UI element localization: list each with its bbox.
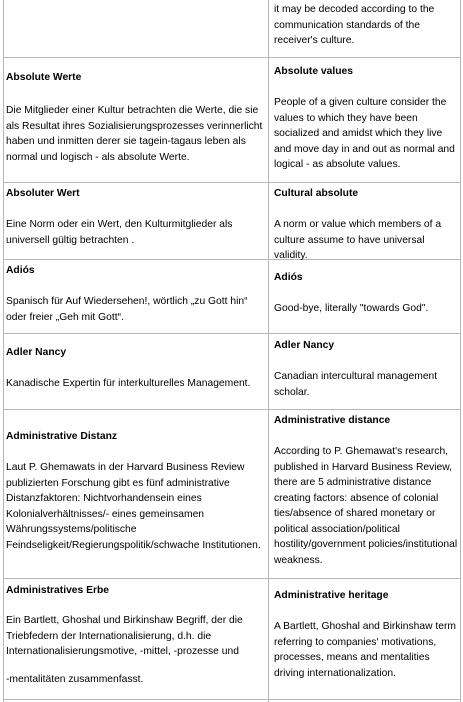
english-definition: Canadian intercultural management scholar. [274,371,438,398]
english-definition: A Bartlett, Ghoshal and Birkinshaw term referring to companies' motivations, processes, means and mentalities driving internationalization. [274,621,456,679]
table-border-right [460,0,461,702]
english-cell [271,334,460,409]
german-definition-continuation: -mentalitäten zusammenfasst. [6,674,144,685]
table-column-divider [268,0,269,702]
english-definition: Good-bye, literally "towards God". [274,303,429,314]
german-term: Administratives Erbe [6,585,110,596]
english-term: Absolute values [274,66,353,77]
german-cell [3,58,267,182]
german-definition: Ein Bartlett, Ghoshal und Birkinshaw Begriff, der die Triebfedern der Internationalisierung, d.h. die Internationalisierungsmotive, -mittel, -prozesse und [6,615,243,657]
english-cell [271,183,460,259]
german-definition: Eine Norm oder ein Wert, den Kulturmitglieder als universell gültig betrachten . [6,219,233,246]
english-definition: A norm or value which members of a culture assume to have universal validity. [274,219,442,261]
english-cell [271,260,460,333]
english-term: Administrative heritage [274,590,389,601]
english-term: Adler Nancy [274,340,335,351]
english-term: Cultural absolute [274,188,359,199]
english-cell [271,410,460,578]
english-definition: According to P. Ghemawat's research, published in Harvard Business Review, there are 5 administrative distance creating factors: absence of colonial ties/absence of shared monetary or political association/political hostility/government policies/institutional weakness. [274,446,458,566]
german-term: Administrative Distanz [6,431,118,442]
german-cell [3,334,267,409]
english-definition: it may be decoded according to the communication standards of the receiver's culture. [274,4,435,46]
german-cell [3,410,267,578]
english-cell [271,0,460,57]
german-definition: Die Mitglieder einer Kultur betrachten die Werte, die sie als Resultat ihres Sozialisierungsprozesses verinnerlicht haben und inmitten derer sie tagein-tagaus leben als normal und logisch - als absolute Werte. [6,105,263,163]
english-cell [271,58,460,182]
english-term: Adiós [274,272,303,283]
german-definition: Laut P. Ghemawats in der Harvard Business Review publizierten Forschung gibt es fünf administrative Distanzfaktoren: Nichtvorhandensein eines Kolonialverhältnisses/- eines gemeinsamen Währungssystems/politische Feindseligkeit/Regierungspolitik/schwache Institutionen. [6,462,261,551]
english-definition: People of a given culture consider the values to which they have been socialized and amidst which they live and move day in and out as normal and logical - as absolute values. [274,97,455,170]
german-definition: Spanisch für Auf Wiedersehen!, wörtlich „zu Gott hin“ oder freier „Geh mit Gott“. [6,296,248,323]
german-definition: Kanadische Expertin für interkulturelles Management. [6,378,251,389]
english-term: Administrative distance [274,415,391,426]
german-term: Absolute Werte [6,72,82,83]
german-cell [3,579,267,699]
german-term: Adiós [6,265,35,276]
german-cell [3,260,267,333]
german-term: Absoluter Wert [6,188,80,199]
english-cell [271,579,460,699]
table-border-bottom [3,699,460,700]
german-term: Adler Nancy [6,347,67,358]
german-cell [3,183,267,259]
